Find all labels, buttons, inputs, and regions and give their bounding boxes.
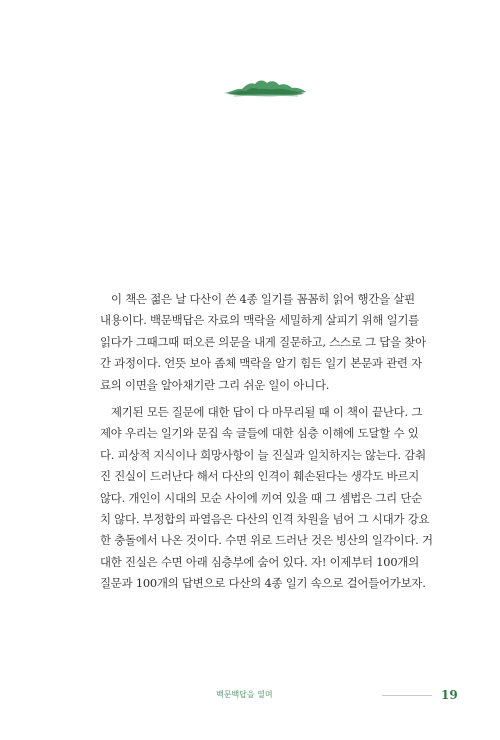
page-footer: [0, 685, 500, 705]
mountain-landscape-icon: [222, 76, 308, 100]
body-text: [100, 289, 433, 595]
text-line: 내용이다. 백문백답은 자료의 맥락을 세밀하게 살피기 위해 일기를: [100, 313, 420, 328]
text-line: 않다. 개인이 시대의 모순 사이에 끼여 있을 때 그 셈법은 그리 단순: [100, 490, 422, 505]
running-head: 백문백답을 열며: [216, 690, 273, 699]
text-line: 치 않다. 부정합의 파열음은 다산의 인격 차원을 넘어 그 시대가 강요: [100, 512, 430, 527]
text-line: 다. 피상적 지식이나 희망사항이 늘 진실과 일치하지는 않는다. 감춰: [100, 447, 426, 462]
text-line: 한 충돌에서 나온 것이다. 수면 위로 드러난 것은 빙산의 일각이다. 거: [100, 533, 433, 548]
text-line: 제기된 모든 질문에 대한 답이 다 마무리될 때 이 책이 끝난다. 그: [111, 405, 423, 420]
text-line: 료의 이면을 알아채기란 그리 쉬운 일이 아니다.: [100, 377, 330, 392]
text-line: 이 책은 젊은 날 다산이 쓴 4종 일기를 꼼꼼히 읽어 행간을 살핀: [111, 292, 415, 306]
text-line: 제야 우리는 일기와 문집 속 글들에 대한 심층 이해에 도달할 수 있: [100, 426, 419, 441]
page-number: 19: [441, 688, 458, 702]
text-line: 질문과 100개의 답변으로 다산의 4종 일기 속으로 걸어들어가보자.: [100, 576, 426, 591]
text-line: 읽다가 그때그때 떠오른 의문을 내게 질문하고, 스스로 그 답을 찾아: [100, 334, 426, 349]
footer-rule: [382, 695, 432, 696]
paragraph-1: [100, 289, 426, 396]
paragraph-2: [100, 402, 433, 595]
text-line: 간 과정이다. 언뜻 보아 좀체 맥락을 알기 힘든 일기 본문과 관련 자: [100, 356, 422, 371]
text-line: 진 진실이 드러난다 해서 다산의 인격이 훼손된다는 생각도 바르지: [100, 469, 420, 484]
text-line: 대한 진실은 수면 아래 심층부에 숨어 있다. 자! 이제부터 100개의: [100, 554, 420, 569]
